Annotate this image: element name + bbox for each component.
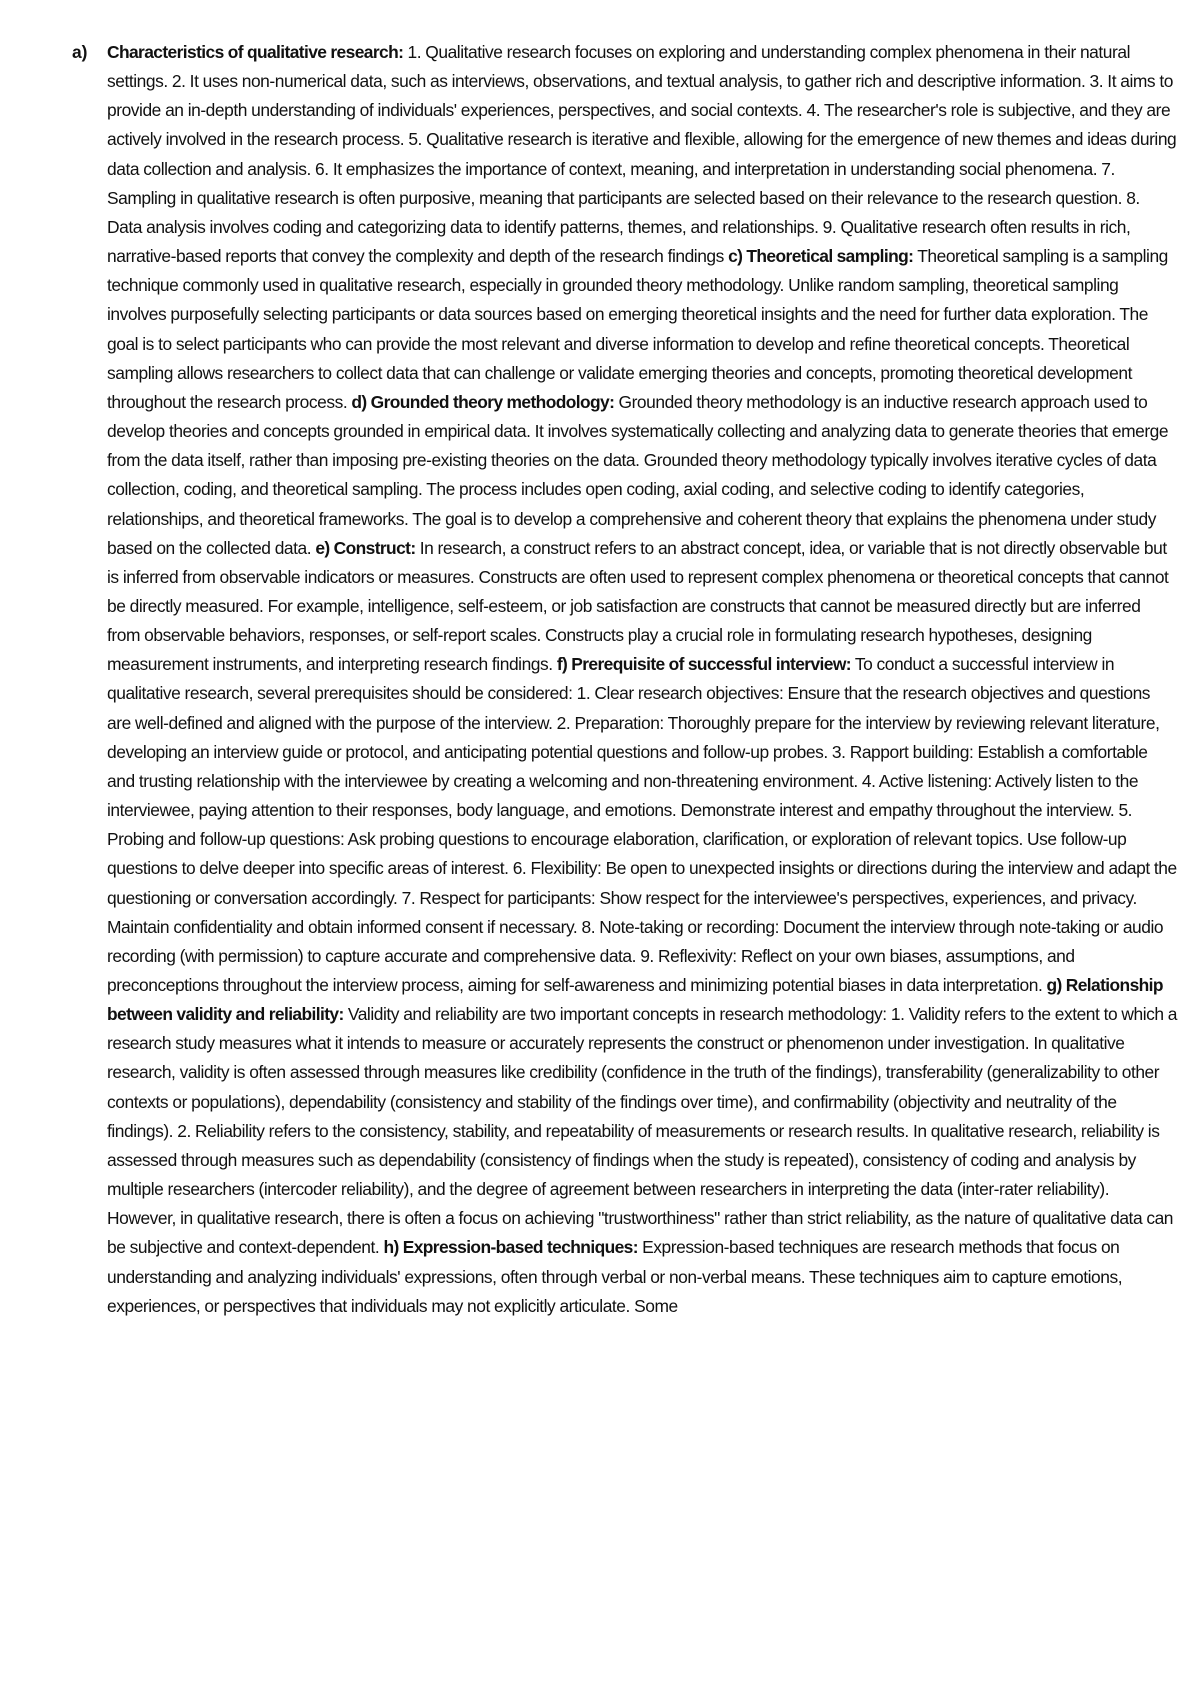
paragraph-relationship-between-validity-and-reliability: Validity and reliability are two important concepts in research methodology: 1. Validity refers to the extent to which a research study measures what it intends to measure or accurately represents the construct or phenomenon under investigation. In qualitative research, validity is often assessed through measures like credibility (confidence in the truth of the findings), transferability (generalizability to other contexts or populations), dependability (consistency and stability of the findings over time), and confirmability (objectivity and neutrality of the findings). 2. Reliability refers to the consistency, stability, and repeatability of measurements or research results. In qualitative research, reliability is assessed through measures such as dependability (consistency of findings when the study is repeated), consistency of coding and analysis by multiple researchers (intercoder reliability), and the degree of agreement between researchers in interpreting the data (inter-rater reliability). However, in qualitative research, there is often a focus on achieving "trustworthiness" rather than strict reliability, as the nature of qualitative data can be subjective and context-dependent. bbox=[107, 1004, 1177, 1258]
paragraph-construct: In research, a construct refers to an abstract concept, idea, or variable that is not directly observable but is inferred from observable indicators or measures. Constructs are often used to represent complex phenomena or theoretical concepts that cannot be directly measured. For example, intelligence, self-esteem, or job satisfaction are constructs that cannot be measured directly but are inferred from observable behaviors, responses, or self-report scales. Constructs play a crucial role in formulating research hypotheses, designing measurement instruments, and interpreting research findings. bbox=[107, 537, 1169, 675]
heading-grounded-theory-methodology: d) Grounded theory methodology: bbox=[351, 391, 615, 412]
paragraph-theoretical-sampling: Theoretical sampling is a sampling technique commonly used in qualitative research, especially in grounded theory methodology. Unlike random sampling, theoretical sampling involves purposefully selecting participants or data sources based on emerging theoretical insights and the need for further data exploration. The goal is to select participants who can provide the most relevant and diverse information to develop and refine theoretical concepts. Theoretical sampling allows researchers to collect data that can challenge or validate emerging theories and concepts, promoting theoretical development throughout the research process. bbox=[107, 246, 1168, 412]
heading-expression-based-techniques: h) Expression-based techniques: bbox=[383, 1237, 638, 1258]
heading-characteristics-of-qualitative-research: Characteristics of qualitative research: bbox=[107, 42, 404, 62]
heading-relationship-between-validity-and-reliability: g) Relationship between validity and reliability: bbox=[107, 975, 1163, 1025]
document-body bbox=[107, 38, 1177, 1321]
list-marker: a) bbox=[72, 42, 88, 62]
paragraph-grounded-theory-methodology: Grounded theory methodology is an inductive research approach used to develop theories and concepts grounded in empirical data. It involves systematically collecting and analyzing data to generate theories that emerge from the data itself, rather than imposing pre-existing theories on the data. Grounded theory methodology typically involves iterative cycles of data collection, coding, and theoretical sampling. The process includes open coding, axial coding, and selective coding to identify categories, relationships, and theoretical frameworks. The goal is to develop a comprehensive and coherent theory that explains the phenomena under study based on the collected data. bbox=[107, 391, 1169, 558]
heading-prerequisite-of-successful-interview: f) Prerequisite of successful interview: bbox=[556, 654, 851, 675]
paragraph-prerequisite-of-successful-interview: To conduct a successful interview in qualitative research, several prerequisites should be considered: 1. Clear research objectives: Ensure that the research objectives and questions are well-defined and aligned with the purpose of the interview. 2. Preparation: Thoroughly prepare for the interview by reviewing relevant literature, developing an interview guide or protocol, and anticipating potential questions and follow-up probes. 3. Rapport building: Establish a comfortable and trusting relationship with the interviewee by creating a welcoming and non-threatening environment. 4. Active listening: Actively listen to the interviewee, paying attention to their responses, body language, and emotions. Demonstrate interest and empathy throughout the interview. 5. Probing and follow-up questions: Ask probing questions to encourage elaboration, clarification, or exploration of relevant topics. Use follow-up questions to delve deeper into specific areas of interest. 6. Flexibility: Be open to unexpected insights or directions during the interview and adapt the questioning or conversation accordingly. 7. Respect for participants: Show respect for the interviewee's perspectives, experiences, and privacy. Maintain confidentiality and obtain informed consent if necessary. 8. Note-taking or recording: Document the interview through note-taking or audio recording (with permission) to capture accurate and comprehensive data. 9. Reflexivity: Reflect on your own biases, assumptions, and preconceptions throughout the interview process, aiming for self-awareness and minimizing potential biases in data interpretation. bbox=[107, 654, 1177, 995]
paragraph-characteristics-of-qualitative-research: 1. Qualitative research focuses on exploring and understanding complex phenomena in their natural settings. 2. It uses non-numerical data, such as interviews, observations, and textual analysis, to gather rich and descriptive information. 3. It aims to provide an in-depth understanding of individuals' experiences, perspectives, and social contexts. 4. The researcher's role is subjective, and they are actively involved in the research process. 5. Qualitative research is iterative and flexible, allowing for the emergence of new themes and ideas during data collection and analysis. 6. It emphasizes the importance of context, meaning, and interpretation in understanding social phenomena. 7. Sampling in qualitative research is often purposive, meaning that participants are selected based on their relevance to the research question. 8. Data analysis involves coding and categorizing data to identify patterns, themes, and relationships. 9. Qualitative research often results in rich, narrative-based reports that convey the complexity and depth of the research findings bbox=[107, 42, 1177, 267]
heading-theoretical-sampling: c) Theoretical sampling: bbox=[728, 246, 914, 267]
paragraph-expression-based-techniques: Expression-based techniques are research methods that focus on understanding and analyzing individuals' expressions, often through verbal or non-verbal means. These techniques aim to capture emotions, experiences, or perspectives that individuals may not explicitly articulate. Some bbox=[107, 1237, 1123, 1316]
heading-construct: e) Construct: bbox=[315, 537, 416, 558]
